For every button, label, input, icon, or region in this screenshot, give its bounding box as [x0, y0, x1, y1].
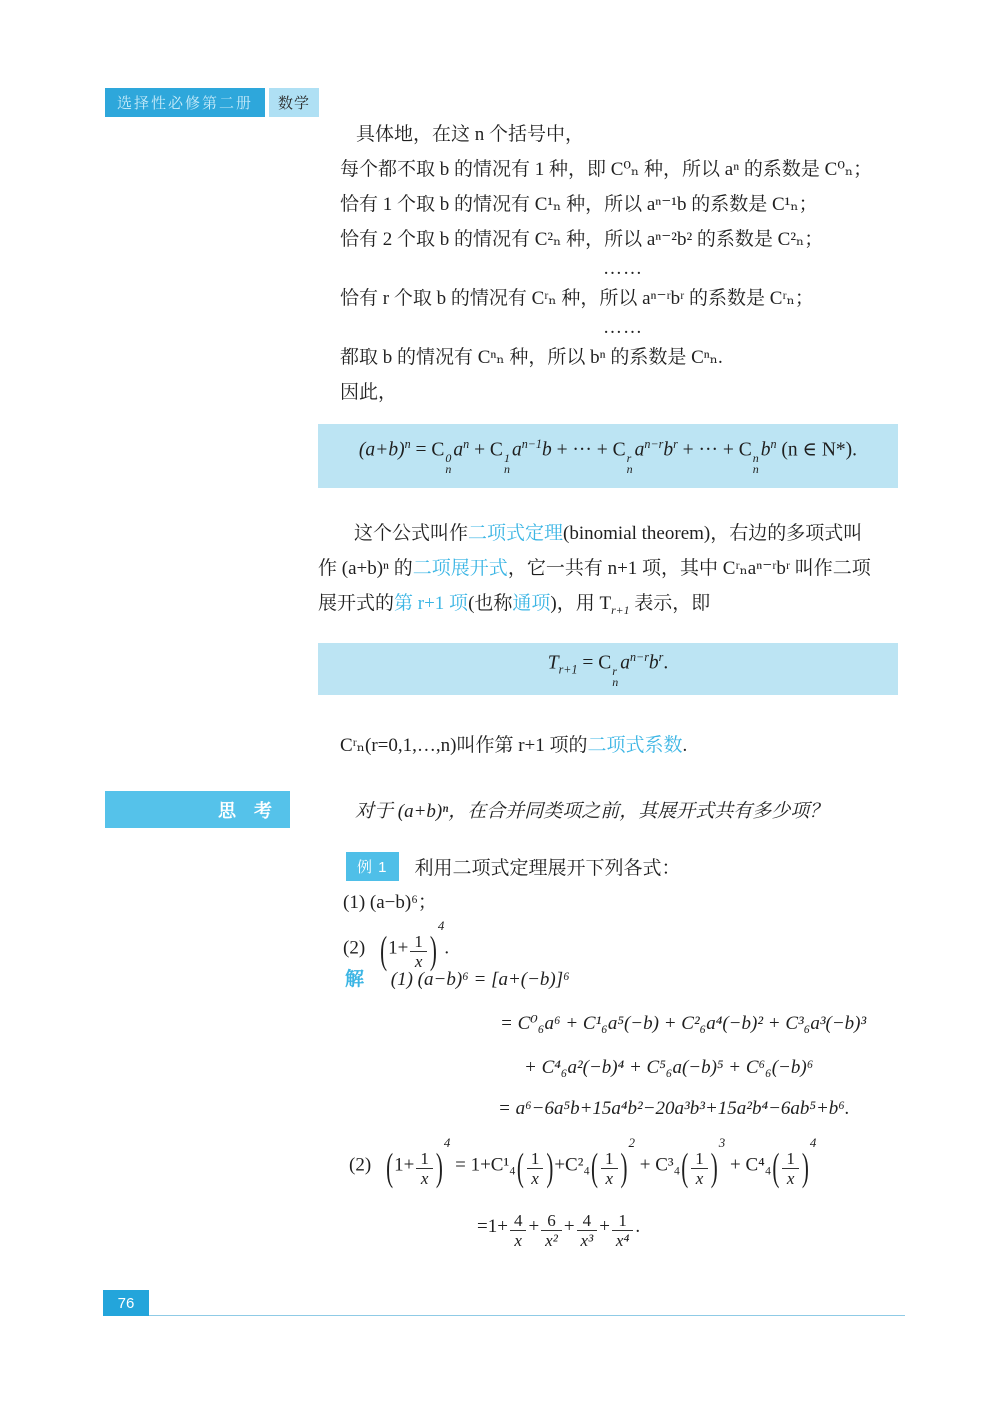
footer-rule: [149, 1315, 905, 1316]
page-number-badge: 76: [103, 1290, 149, 1316]
intro-line-7: 因此，: [340, 382, 398, 403]
right-paren: ): [620, 1145, 628, 1190]
solution-line-1: [345, 962, 570, 998]
binomial-coefficient: 1 n: [503, 451, 510, 477]
left-paren: (: [681, 1145, 689, 1190]
example-1-badge: 例 1: [346, 852, 399, 881]
term-binomial-theorem: 二项式定理: [468, 523, 564, 544]
intro-line-5: 恰有 r 个取 b 的情况有 Cʳₙ 种，所以 aⁿ⁻ʳbʳ 的系数是 Cʳₙ；: [340, 288, 814, 309]
solution-2-equation-1: (2) (1+ $\frac{1}{x}$ )$^4$ = 1+C¹₄( $\frac{1}{x}$ )+C²₄( $\frac{1}{x}$ )$^2$ + C³₄( $\frac{1}{x}$ )$^3$ + C⁴₄( $\frac{1}{x}$ )$^4$: [349, 1128, 816, 1190]
fraction: $\frac{1}{x}$: [410, 932, 427, 971]
fraction: $\frac{4}{x}$: [510, 1211, 527, 1250]
example-1-item-2: (2) (1+ $\frac{1}{x}$ )$^4$.: [343, 916, 449, 968]
intro-line-2: 每个都不取 b 的情况有 1 种，即 C⁰ₙ 种，所以 aⁿ 的系数是 C⁰ₙ；: [340, 159, 873, 180]
general-term-formula: $T_{r+1} = C$ r n $a^{n-r}b^r$.: [547, 649, 669, 690]
description-line-1: 这个公式叫作二项式定理(binomial theorem)，右边的多项式叫: [354, 523, 863, 544]
term-general-term: 通项: [512, 593, 551, 614]
left-paren: (: [591, 1145, 599, 1190]
binomial-coefficient: r n: [626, 451, 633, 477]
ellipsis-line: ……: [603, 317, 643, 338]
binomial-coefficient: n n: [752, 451, 759, 477]
binomial-coefficient: 0 n: [445, 451, 452, 477]
coefficient-definition-line: Cʳₙ(r=0,1,…,n)叫作第 r+1 项的二项式系数.: [340, 735, 688, 756]
intro-line-3: 恰有 1 个取 b 的情况有 C¹ₙ 种，所以 aⁿ⁻¹b 的系数是 C¹ₙ；: [340, 194, 818, 215]
description-line-3: 展开式的第 r+1 项(也称通项)，用 $T_{r+1}$ 表示，即: [318, 593, 711, 617]
think-question: 对于 (a+b)ⁿ，在合并同类项之前，其展开式共有多少项？: [355, 801, 829, 822]
left-paren: (: [386, 1145, 394, 1190]
example-1-prompt: 利用二项式定理展开下列各式：: [414, 858, 681, 879]
intro-line-1: 具体地，在这 n 个括号中，: [356, 124, 585, 145]
solution-1-equation-4: = a⁶−6a⁵b+15a⁴b²−20a³b³+15a²b⁴−6ab⁵+b⁶.: [498, 1098, 850, 1119]
solution-label: 解: [345, 969, 365, 990]
binomial-coefficient: r n: [612, 664, 619, 690]
fraction: $\frac{1}{x}$: [691, 1149, 708, 1188]
term-r-plus-1-term: 第 r+1 项: [394, 593, 469, 614]
intro-paragraph: [340, 117, 906, 410]
solution-2-equation-2: =1+ $\frac{4}{x}$ + $\frac{6}{\text{x²}}$ + $\frac{4}{\text{x³}}$ + $\frac{1}{\text{x⁴}}$ .: [477, 1211, 641, 1250]
subject-label: 数学: [269, 88, 319, 117]
example-1-item-1: (1) (a−b)⁶；: [343, 892, 437, 913]
left-paren: (: [380, 928, 388, 973]
right-paren: ): [429, 928, 437, 973]
fraction: $\frac{1}{x}$: [416, 1149, 433, 1188]
fraction: $\frac{1}{\text{x⁴}}$: [612, 1211, 633, 1250]
right-paren: ): [710, 1145, 718, 1190]
left-paren: (: [516, 1145, 524, 1190]
theorem-description: [318, 516, 910, 628]
intro-line-4: 恰有 2 个取 b 的情况有 C²ₙ 种，所以 aⁿ⁻²b² 的系数是 C²ₙ；: [340, 229, 824, 250]
right-paren: ): [435, 1145, 443, 1190]
fraction: $\frac{1}{x}$: [601, 1149, 618, 1188]
solution-1-equation-1: (1) (a−b)⁶ = [a+(−b)]⁶: [390, 969, 570, 990]
right-paren: ): [801, 1145, 809, 1190]
left-paren: (: [772, 1145, 780, 1190]
term-binomial-coefficient: 二项式系数: [587, 735, 683, 756]
fraction: $\frac{1}{x}$: [782, 1149, 799, 1188]
fraction: $\frac{1}{x}$: [527, 1149, 544, 1188]
description-line-2: 作 (a+b)ⁿ 的二项展开式，它一共有 n+1 项，其中 Cʳₙaⁿ⁻ʳbʳ 叫作二项: [318, 558, 871, 579]
solution-1-equation-2: = C⁰₆a⁶ + C¹₆a⁵(−b) + C²₆a⁴(−b)² + C³₆a³(−b)³: [500, 1013, 867, 1034]
example-1-header: [346, 852, 681, 881]
binomial-theorem-formula: $(a+b)^n = C$ 0 n $a^n + C$ 1 n $a^{n-1}b$ + ··· + C r n $a^{n-r}b^r$ + ··· + C n n $b^n$ (n ∈ N*).: [358, 436, 858, 477]
intro-line-6: 都取 b 的情况有 Cⁿₙ 种，所以 bⁿ 的系数是 Cⁿₙ.: [340, 347, 723, 368]
term-binomial-expansion: 二项展开式: [412, 558, 508, 579]
general-term-formula-box: [318, 643, 898, 695]
fraction: $\frac{6}{\text{x²}}$: [541, 1211, 562, 1250]
fraction: $\frac{4}{\text{x³}}$: [577, 1211, 598, 1250]
page-header: [105, 88, 319, 117]
binomial-theorem-formula-box: [318, 424, 898, 488]
ellipsis-line: ……: [603, 258, 643, 279]
book-series-label: 选择性必修第二册: [105, 88, 265, 117]
right-paren: ): [546, 1145, 554, 1190]
think-badge: 思 考: [105, 791, 290, 828]
solution-1-equation-3: + C⁴₆a²(−b)⁴ + C⁵₆a(−b)⁵ + C⁶₆(−b)⁶: [524, 1057, 814, 1078]
think-section: [105, 791, 828, 828]
